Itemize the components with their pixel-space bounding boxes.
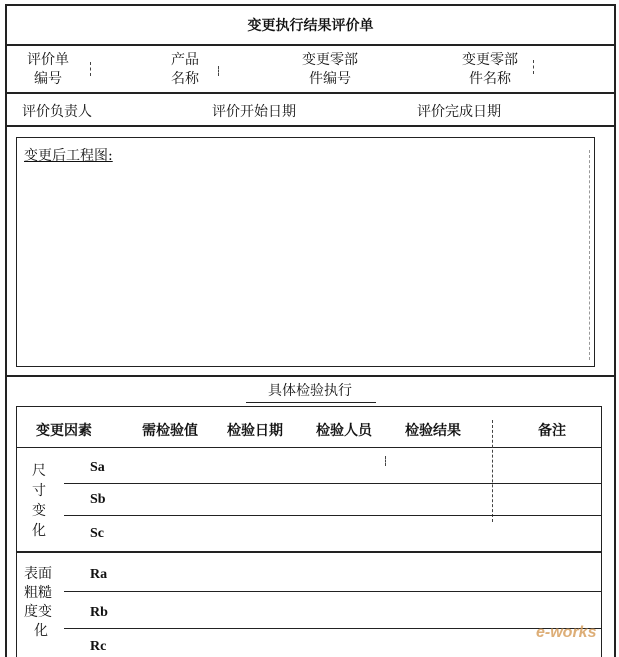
- row-rule-sa: [64, 483, 601, 484]
- col-header-inspection-date: 检验日期: [227, 423, 283, 439]
- col-header-change-factor: 变更因素: [36, 423, 92, 439]
- eval-end-date-label: 评价完成日期: [417, 104, 501, 120]
- drawing-area-edge-mark: [589, 150, 590, 360]
- eval-start-date-label: 评价开始日期: [212, 104, 296, 120]
- group-roughness-label-1: 表面: [24, 566, 52, 582]
- result-column-tick: [385, 456, 386, 466]
- product-name-label-line1: 产品: [171, 52, 199, 68]
- product-name-label-line2: 名称: [171, 71, 199, 87]
- inspection-table-right: [601, 406, 602, 657]
- group-roughness-label-4: 化: [34, 623, 48, 639]
- eworks-watermark: e-works: [536, 624, 597, 641]
- col-header-remarks: 备注: [538, 423, 566, 439]
- rule-below-drawing: [5, 375, 616, 377]
- part-no-label-line2: 件编号: [309, 71, 351, 87]
- row-label-sc: Sc: [90, 526, 104, 541]
- row-label-ra: Ra: [90, 567, 108, 582]
- group-roughness-label-3: 度变: [24, 604, 52, 620]
- rule-below-column-headers: [16, 447, 602, 448]
- col-header-inspection-result: 检验结果: [405, 423, 461, 439]
- part-name-field-divider: [533, 60, 534, 74]
- product-name-field-divider: [218, 66, 219, 76]
- group-roughness-label-2: 粗糙: [24, 585, 52, 601]
- drawing-box-right: [594, 137, 595, 367]
- rule-below-header-row2: [5, 125, 616, 127]
- row-rule-rb: [64, 628, 601, 629]
- row-label-sa: Sa: [90, 460, 105, 475]
- row-rule-ra: [64, 591, 601, 592]
- drawing-box-top: [16, 137, 594, 138]
- rule-below-title: [5, 44, 616, 46]
- rule-below-header-row1: [5, 92, 616, 94]
- inspection-title: 具体检验执行: [268, 383, 352, 399]
- rule-between-groups: [16, 551, 602, 553]
- group-size-label-1: 尺: [32, 463, 46, 479]
- outer-border-left: [5, 4, 7, 657]
- drawing-box-bottom: [16, 366, 595, 367]
- inspection-title-underline: [246, 402, 376, 403]
- group-size-label-2: 寸: [32, 483, 46, 499]
- drawing-label: 变更后工程图:: [24, 148, 113, 164]
- part-name-label-line2: 件名称: [469, 71, 511, 87]
- row-label-sb: Sb: [90, 492, 106, 507]
- group-size-label-3: 变: [32, 503, 46, 519]
- eval-owner-label: 评价负责人: [22, 104, 92, 120]
- row-label-rc: Rc: [90, 639, 107, 654]
- part-no-label-line1: 变更零部: [302, 52, 358, 68]
- eval-no-label-line2: 编号: [34, 71, 62, 87]
- remarks-column-divider: [492, 420, 493, 522]
- inspection-table-top: [16, 406, 602, 407]
- eval-no-label-line1: 评价单: [27, 52, 69, 68]
- col-header-required-value: 需检验值: [142, 423, 198, 439]
- row-rule-sb: [64, 515, 601, 516]
- col-header-inspector: 检验人员: [316, 423, 372, 439]
- drawing-box-left: [16, 137, 17, 367]
- eval-no-field-divider: [90, 62, 91, 76]
- group-size-label-4: 化: [32, 523, 46, 539]
- row-label-rb: Rb: [90, 605, 108, 620]
- inspection-table-left: [16, 406, 17, 657]
- form-title: 变更执行结果评价单: [247, 18, 374, 34]
- part-name-label-line1: 变更零部: [462, 52, 518, 68]
- outer-border-top: [5, 4, 616, 6]
- outer-border-right: [614, 4, 616, 657]
